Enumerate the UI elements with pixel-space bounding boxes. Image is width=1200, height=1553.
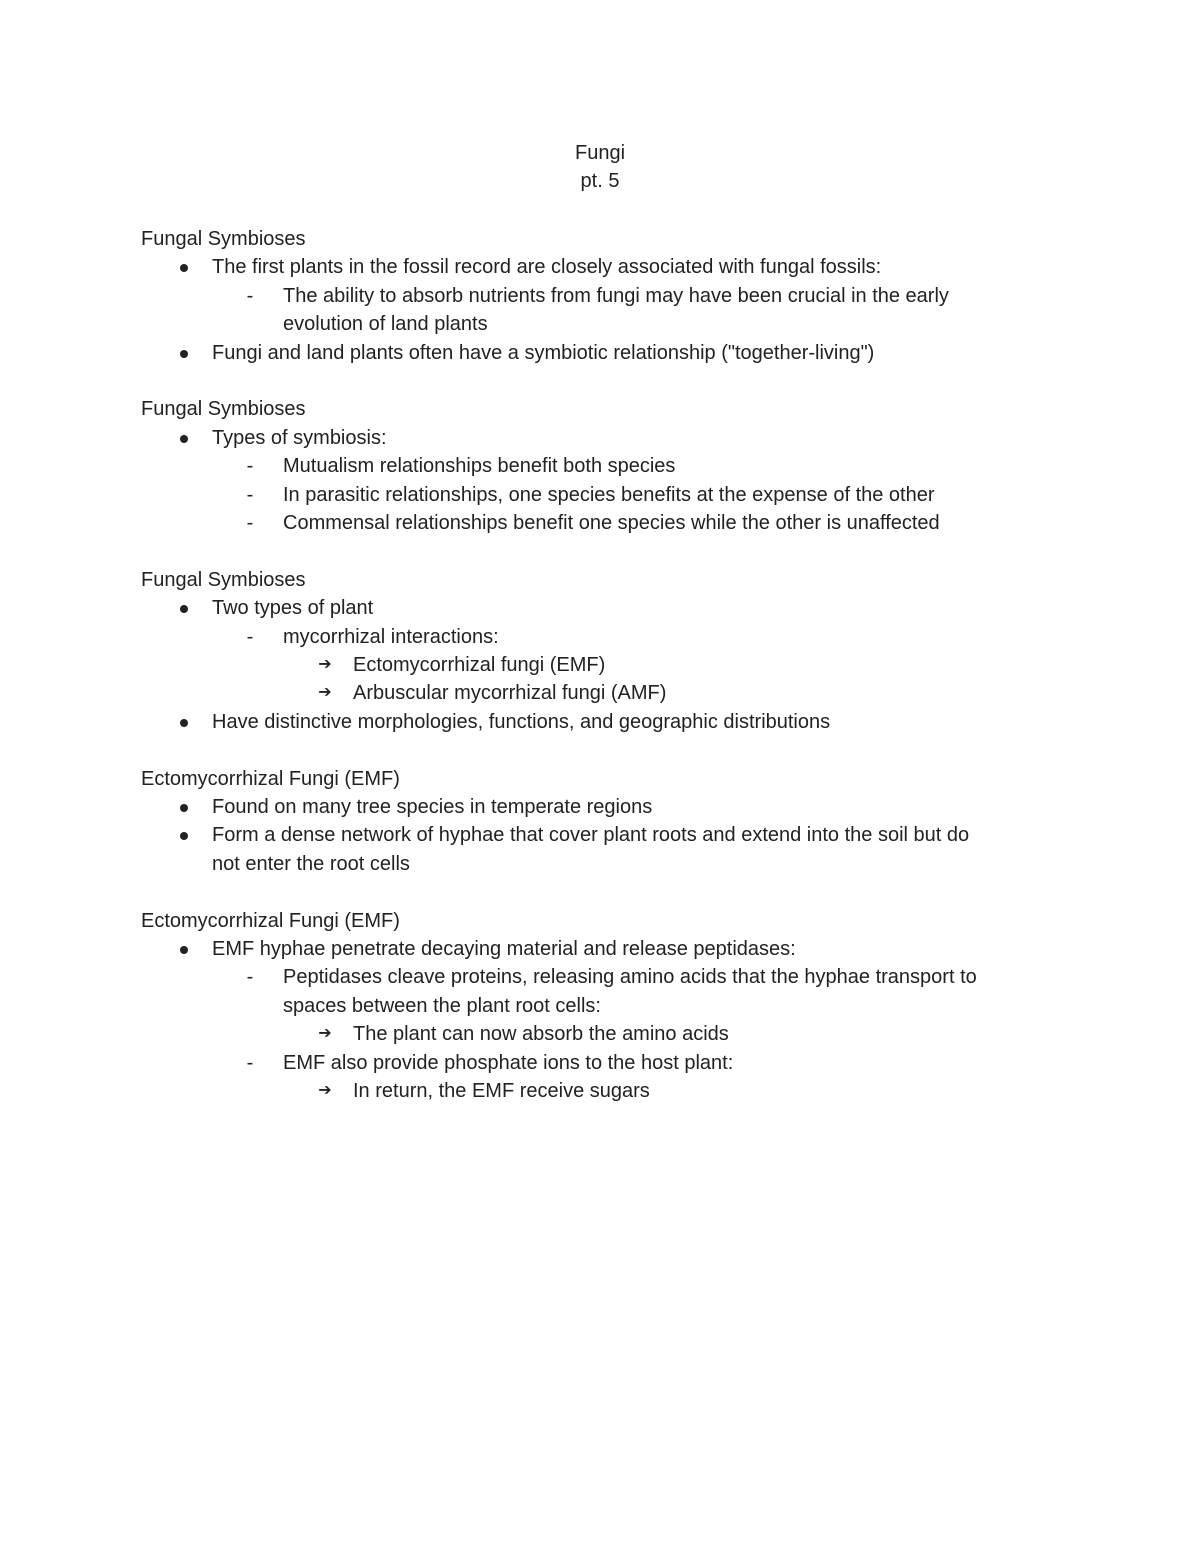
document-subtitle: pt. 5 [580, 170, 620, 192]
list-item-text: The plant can now absorb the amino acids [353, 1023, 729, 1046]
dash-marker-icon: - [246, 512, 254, 534]
section-heading: Ectomycorrhizal Fungi (EMF) [141, 767, 400, 790]
list-item-text: In parasitic relationships, one species benefits at the expense of the other [283, 483, 935, 506]
list-item-text: mycorrhizal interactions: [283, 625, 499, 648]
list-item-text: Arbuscular mycorrhizal fungi (AMF) [353, 682, 667, 705]
list-item-text: Form a dense network of hyphae that cover plant roots and extend into the soil but do [212, 824, 970, 847]
list-item-text: Commensal relationships benefit one species while the other is unaffected [283, 512, 940, 534]
dash-marker-icon: - [246, 1051, 254, 1074]
dash-marker-icon: - [246, 455, 254, 478]
bullet-dot-icon [180, 832, 188, 840]
bullet-dot-icon [180, 605, 188, 613]
bullet-dot-icon [180, 435, 188, 443]
bullet-dot-icon [180, 350, 188, 358]
section-heading: Ectomycorrhizal Fungi (EMF) [141, 909, 400, 932]
list-item-text: Two types of plant [212, 597, 374, 620]
list-item-text: spaces between the plant root cells: [283, 994, 601, 1017]
bullet-dot-icon [180, 804, 188, 812]
section-heading: Fungal Symbioses [141, 228, 306, 250]
list-item-text: In return, the EMF receive sugars [353, 1080, 650, 1102]
list-item-text: evolution of land plants [283, 313, 488, 336]
list-item-text: Peptidases cleave proteins, releasing amino acids that the hyphae transport to [283, 966, 977, 989]
section-heading: Fungal Symbioses [141, 398, 306, 421]
list-item-text: Ectomycorrhizal fungi (EMF) [353, 654, 606, 676]
list-item-text: not enter the root cells [212, 852, 410, 875]
bullet-dot-icon [180, 264, 188, 272]
bullet-dot-icon [180, 946, 188, 954]
dash-marker-icon: - [246, 284, 254, 307]
list-item-text: Found on many tree species in temperate regions [212, 796, 653, 818]
dash-marker-icon: - [246, 966, 254, 989]
section-heading: Fungal Symbioses [141, 568, 306, 591]
arrow-right-icon: ➔ [318, 684, 332, 702]
list-item-text: Types of symbiosis: [212, 426, 387, 449]
dash-marker-icon: - [246, 483, 254, 506]
list-item-text: EMF also provide phosphate ions to the host plant: [283, 1051, 734, 1074]
list-item-text: EMF hyphae penetrate decaying material and release peptidases: [212, 938, 796, 960]
list-item-text: Fungi and land plants often have a symbiotic relationship ("together-living") [212, 341, 875, 364]
document-title: Fungi [574, 142, 626, 164]
list-item-text: Have distinctive morphologies, functions, and geographic distributions [212, 710, 831, 733]
list-item-text: The ability to absorb nutrients from fungi may have been crucial in the early [283, 284, 949, 307]
bullet-dot-icon [180, 719, 188, 727]
arrow-right-icon: ➔ [318, 1082, 332, 1099]
list-item-text: The first plants in the fossil record are closely associated with fungal fossils: [212, 256, 882, 279]
arrow-right-icon: ➔ [318, 656, 332, 673]
arrow-right-icon: ➔ [318, 1025, 332, 1043]
list-item-text: Mutualism relationships benefit both species [283, 455, 676, 478]
dash-marker-icon: - [246, 625, 254, 648]
